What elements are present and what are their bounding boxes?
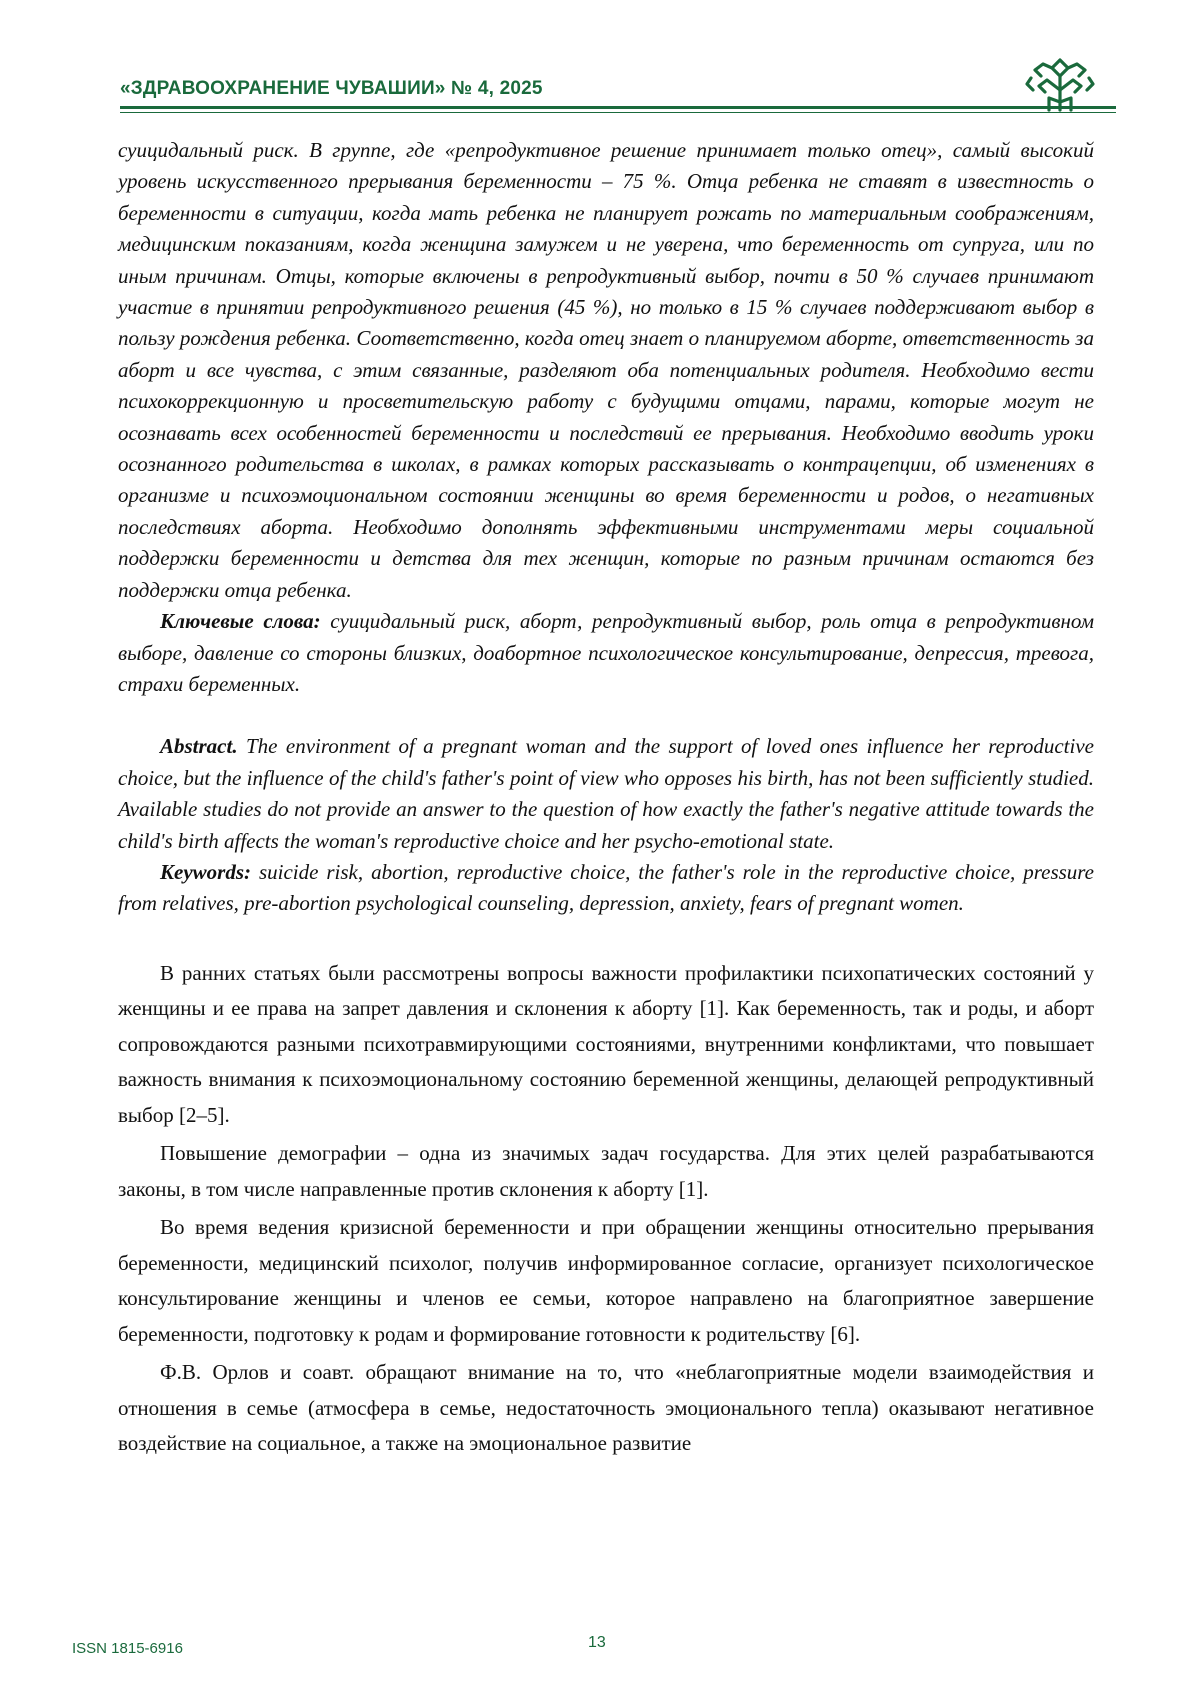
body-paragraph-1: В ранних статьях были рассмотрены вопросы важности профилактики психопатических состояний у женщины и ее права на запрет давления и склонения к аборту [1]. Как беременность, так и роды, и аборт сопровождаются разными психотравмирующими состояниями, внутренними конфликтами, что повышает важность внимания к психоэмоциональному состоянию беременной женщины, делающей репродуктивный выбор [2–5]. (118, 960, 1094, 1127)
header-divider (120, 106, 1116, 109)
journal-title: «ЗДРАВООХРАНЕНИЕ ЧУВАШИИ» № 4, 2025 (120, 78, 543, 99)
chuvash-ornament-icon (1025, 56, 1095, 112)
page-content (118, 135, 1094, 1465)
body-paragraph-4: Ф.В. Орлов и соавт. обращают внимание на то, что «неблагоприятные модели взаимодействия и отношения в семье (атмосфера в семье, недостаточность эмоционального тепла) оказывают негативное воздействие на социальное, а также на эмоциональное развитие (118, 1360, 1094, 1456)
keywords-ru-label: Ключевые слова: (160, 609, 321, 634)
keywords-en-label: Keywords: (160, 859, 251, 884)
header-divider-thin (120, 112, 1116, 113)
keywords-ru-text: суицидальный риск, аборт, репродуктивный выбор, роль отца в репродуктивном выборе, давление со стороны близких, доабортное психологическое консультирование, депрессия, тревога, страхи беременных. (118, 609, 1094, 696)
page-number: 13 (588, 1634, 606, 1651)
abstract-en (118, 731, 1094, 857)
abstract-en-text: The environment of a pregnant woman and the support of loved ones influence her reproductive choice, but the influence of the child's father's point of view who opposes his birth, has not been sufficiently studied. Available studies do not provide an answer to the question of how exactly the father's negative attitude towards the child's birth affects the woman's reproductive choice and her psycho-emotional state. (118, 734, 1094, 853)
abstract-en-label: Abstract. (160, 734, 238, 759)
abstract-ru-continuation: суицидальный риск. В группе, где «репродуктивное решение принимает только отец», самый высокий уровень искусственного прерывания беременности – 75 %. Отца ребенка не ставят в известность о беременности в ситуации, когда мать ребенка не планирует рожать по материальным соображениям, медицинским показаниям, когда женщина замужем и не уверена, что беременность от супруга, или по иным причинам. Отцы, которые включены в репродуктивный выбор, почти в 50 % случаев принимают участие в принятии репродуктивного решения (45 %), но только в 15 % случаев поддерживают выбор в пользу рождения ребенка. Соответственно, когда отец знает о планируемом аборте, ответственность за аборт и все чувства, с этим связанные, разделяют оба потенциальных родителя. Необходимо вести психокоррекционную и просветительскую работу с будущими отцами, парами, которые могут не осознавать всех особенностей беременности и последствий ее прерывания. Необходимо вводить уроки осознанного родительства в школах, в рамках которых рассказывать о контрацепции, об изменениях в организме и психоэмоциональном состоянии женщины во время беременности и родов, о негативных последствиях аборта. Необходимо дополнять эффективными инструментами меры социальной поддержки беременности и детства для тех женщин, которые по разным причинам остаются без поддержки отца ребенка. (118, 138, 1094, 602)
keywords-ru (118, 606, 1094, 700)
keywords-en-text: suicide risk, abortion, reproductive choice, the father's role in the reproductive choice, pressure from relatives, pre-abortion psychological counseling, depression, anxiety, fears of pregnant women. (118, 859, 1094, 916)
body-paragraph-2: Повышение демографии – одна из значимых задач государства. Для этих целей разрабатываются законы, в том числе направленные против склонения к аборту [1]. (118, 1141, 1094, 1201)
keywords-en (118, 857, 1094, 920)
body-paragraph-3: Во время ведения кризисной беременности и при обращении женщины относительно прерывания беременности, медицинский психолог, получив информированное согласие, организует психологическое консультирование женщины и членов ее семьи, которое направлено на благоприятное завершение беременности, подготовку к родам и формирование готовности к родительству [6]. (118, 1215, 1094, 1346)
footer-issn: ISSN 1815-6916 (72, 1640, 183, 1657)
